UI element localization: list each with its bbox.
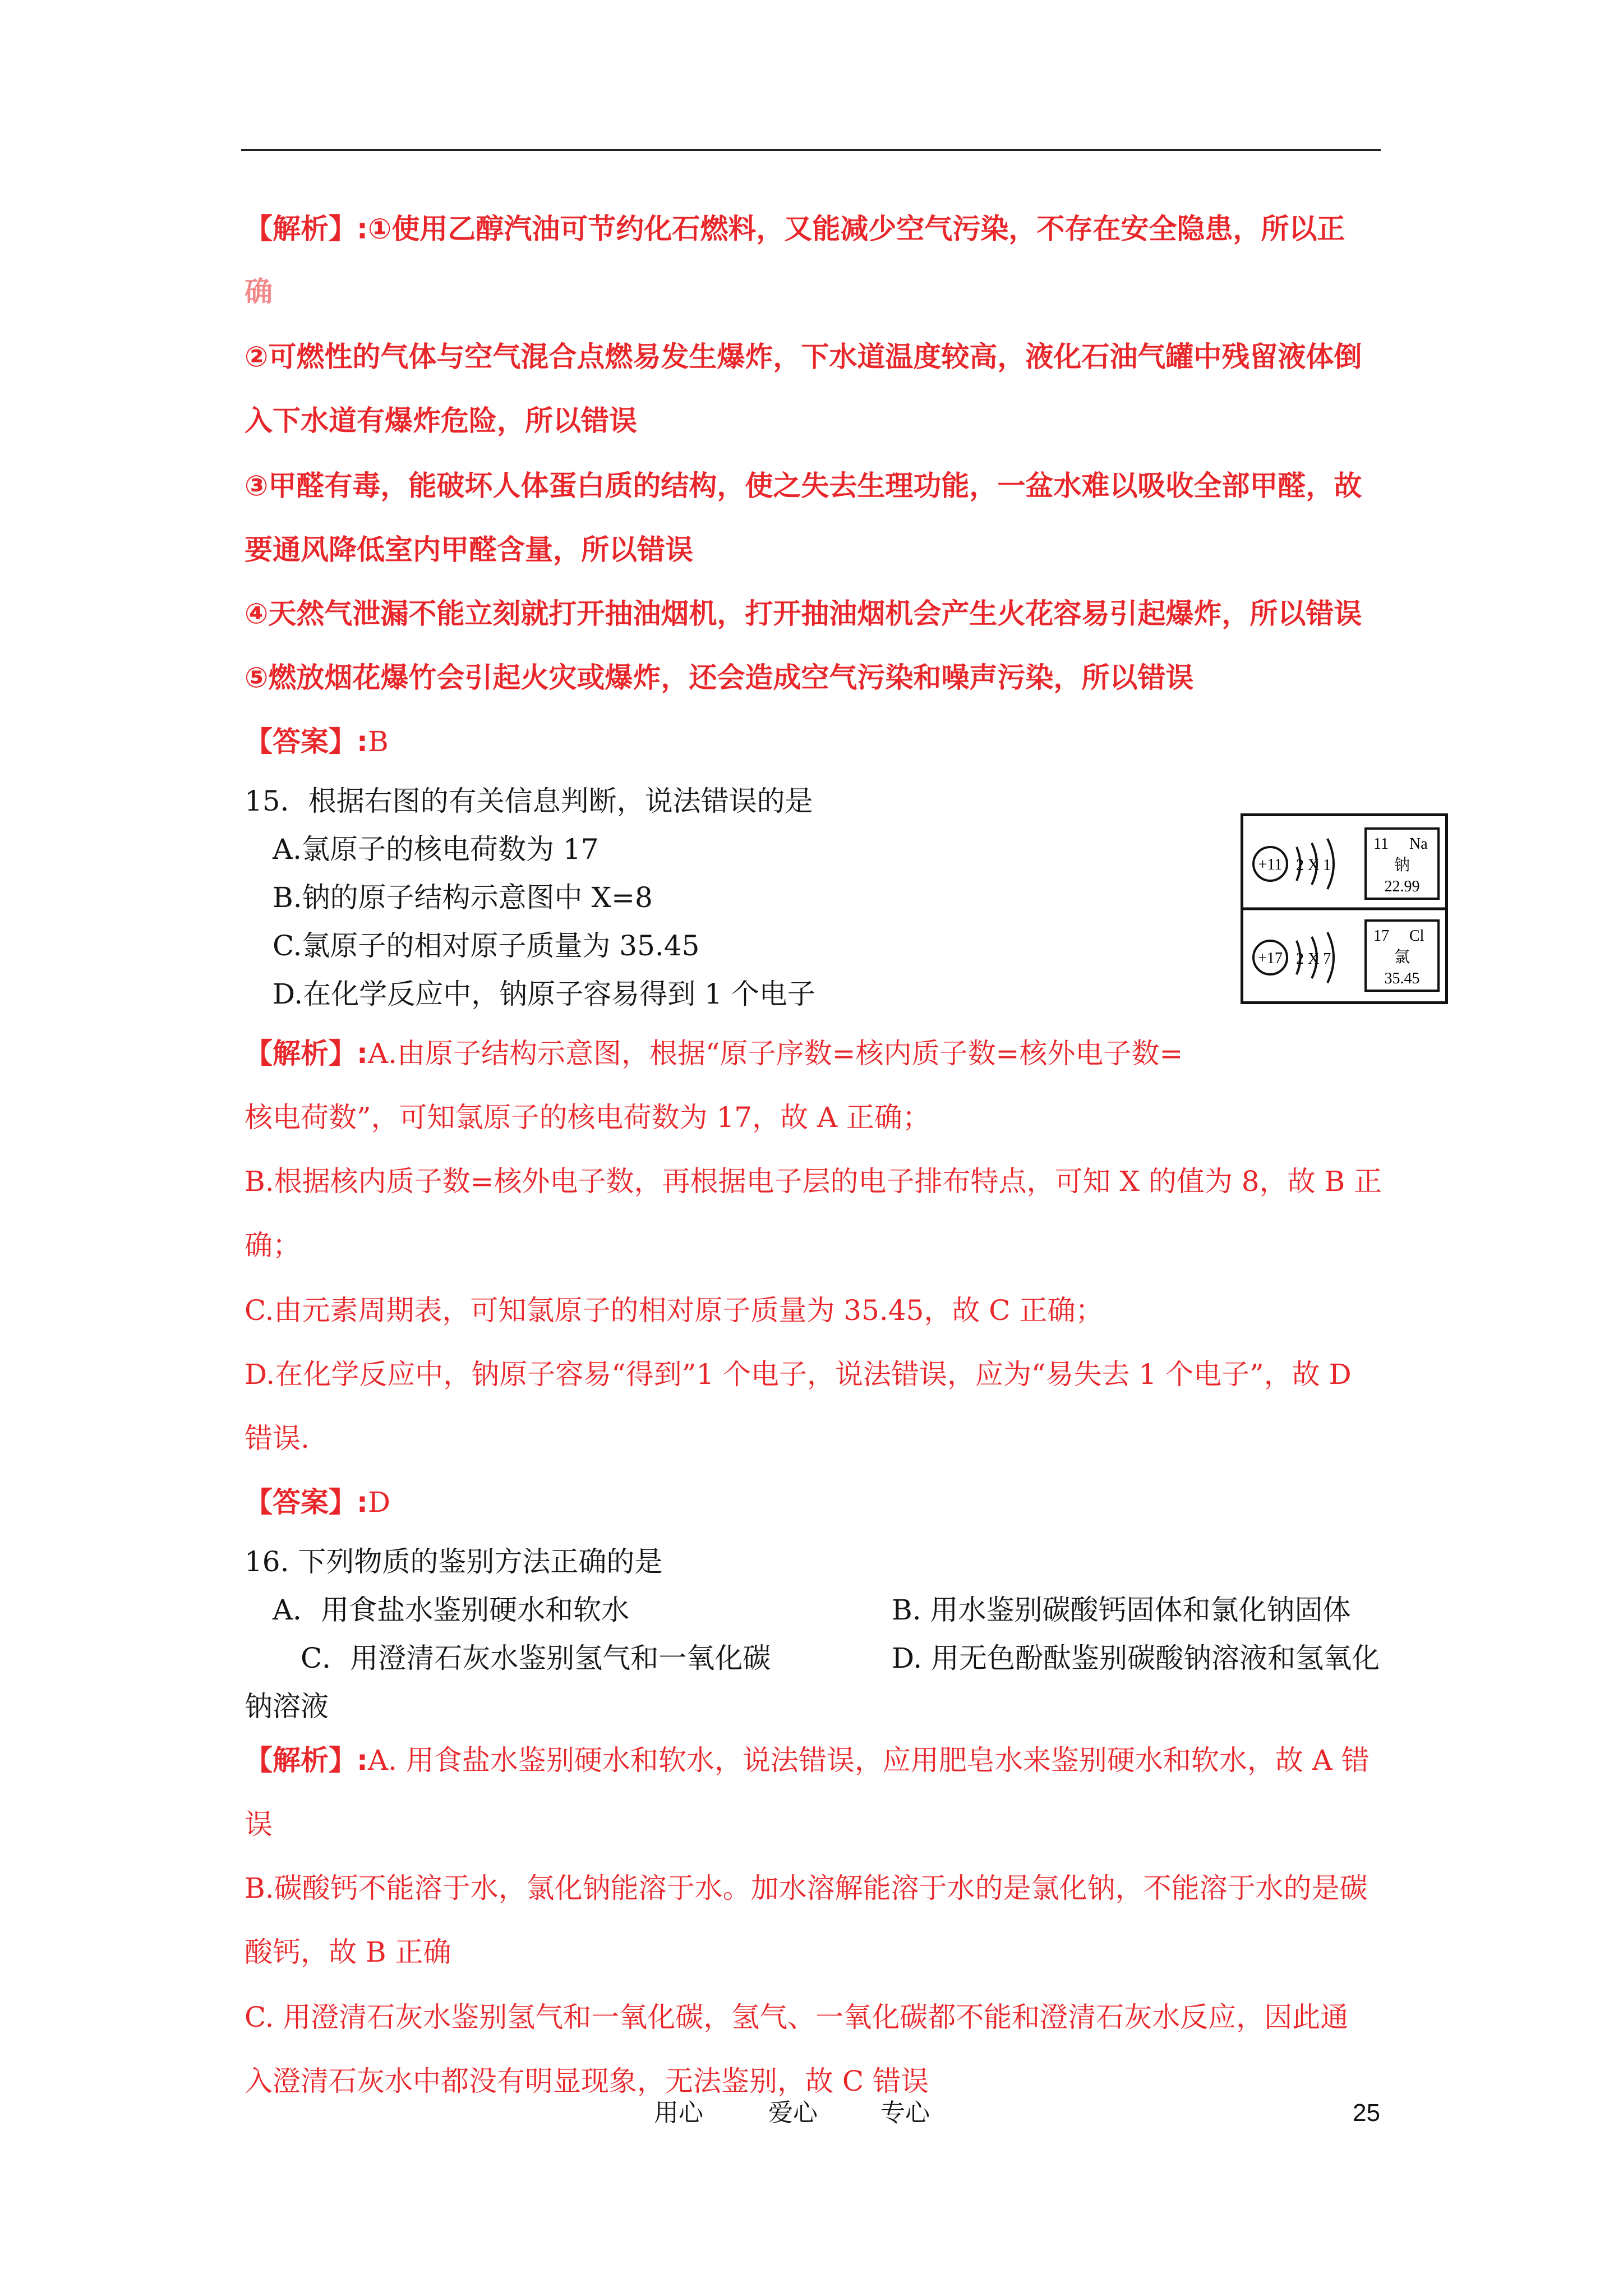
q15-analysis-5: C.由元素周期表，可知氯原子的相对原子质量为 35.45，故 C 正确； [245,1294,1104,1327]
q15-option-b: B.钠的原子结构示意图中 X=8 [273,881,653,914]
q16-analysis-3: B.碳酸钙不能溶于水，氯化钠能溶于水。加水溶解能溶于水的是氯化钠，不能溶于水的是碳 [245,1872,1368,1904]
cl-name: 氯 [1394,947,1410,966]
cl-symbol: Cl [1409,927,1424,945]
analysis-line-7: ④天然气泄漏不能立刻就打开抽油烟机，打开抽油烟机会产生火花容易引起爆炸，所以错误 [245,597,1362,630]
atom-diagram-svg [1243,816,1445,1001]
q16-option-d: D. 用无色酚酞鉴别碳酸钠溶液和氢氧化 [892,1642,1380,1674]
q15-answer: 【答案】:D [245,1486,391,1519]
q15-analysis-1: 【解析】:A.由原子结构示意图，根据“原子序数=核内质子数=核外电子数= [245,1037,1183,1070]
na-mass: 22.99 [1384,878,1420,895]
analysis-line-2: 确 [245,275,273,308]
q16-stem: 16. 下列物质的鉴别方法正确的是 [245,1545,663,1578]
na-atomic-number: 11 [1373,835,1389,853]
cl-mass: 35.45 [1384,970,1420,987]
analysis-line-4: 入下水道有爆炸危险，所以错误 [245,404,637,437]
q15-analysis-3: B.根据核内质子数=核外电子数，再根据电子层的电子排布特点，可知 X 的值为 8，故 B 正 [245,1165,1382,1198]
na-symbol: Na [1409,835,1428,853]
q16-analysis-2: 误 [245,1808,273,1841]
q16-analysis-6: 入澄清石灰水中都没有明显现象，无法鉴别，故 C 错误 [245,2065,929,2097]
cl-atomic-number: 17 [1373,927,1389,945]
cl-shell-electrons: 2 X 7 [1296,950,1331,968]
footer-text-3: 专心 [880,2099,930,2127]
answer-line-prev: 【答案】:B [245,725,389,758]
analysis-line-6: 要通风降低室内甲醛含量，所以错误 [245,533,693,566]
q15-option-a: A.氯原子的核电荷数为 17 [273,833,599,866]
q16-option-b: B. 用水鉴别碳酸钙固体和氯化钠固体 [892,1594,1351,1626]
analysis-line-8: ⑤燃放烟花爆竹会引起火灾或爆炸，还会造成空气污染和噪声污染，所以错误 [245,661,1194,694]
q16-analysis-4: 酸钙，故 B 正确 [245,1936,451,1968]
q15-analysis-4: 确； [245,1229,301,1262]
q15-analysis-7: 错误. [245,1422,310,1455]
q15-analysis-6: D.在化学反应中，钠原子容易“得到”1 个电子，说法错误，应为“易失去 1 个电子”，故 D [245,1358,1352,1391]
analysis-line-3: ②可燃性的气体与空气混合点燃易发生爆炸，下水道温度较高，液化石油气罐中残留液体倒 [245,341,1362,373]
na-shell-electrons: 2 X 1 [1296,857,1331,874]
q16-option-a: A．用食盐水鉴别硬水和软水 [273,1594,630,1626]
q16-option-d-cont: 钠溶液 [245,1690,329,1723]
na-name: 钠 [1394,855,1410,874]
cl-nucleus-label: +17 [1258,950,1283,967]
header-rule [241,149,1381,151]
na-nucleus-label: +11 [1258,856,1283,873]
q16-analysis-5: C. 用澄清石灰水鉴别氢气和一氧化碳，氢气、一氧化碳都不能和澄清石灰水反应，因此通 [245,2001,1349,2033]
analysis-line-1: 【解析】:①使用乙醇汽油可节约化石燃料，又能减少空气污染，不存在安全隐患，所以正 [245,213,1345,245]
footer-text-2: 爱心 [768,2099,818,2127]
q15-stem: 15．根据右图的有关信息判断，说法错误的是 [245,785,813,817]
q15-analysis-2: 核电荷数”，可知氯原子的核电荷数为 17，故 A 正确； [245,1101,930,1134]
analysis-line-5: ③甲醛有毒，能破坏人体蛋白质的结构，使之失去生理功能，一盆水难以吸收全部甲醛，故 [245,470,1362,502]
q16-analysis-1: 【解析】:A. 用食盐水鉴别硬水和软水，说法错误，应用肥皂水来鉴别硬水和软水，故 A 错 [245,1744,1370,1777]
q16-option-c: C．用澄清石灰水鉴别氢气和一氧化碳 [301,1642,771,1674]
q15-option-c: C.氯原子的相对原子质量为 35.45 [273,930,700,962]
atom-structure-figure [1241,813,1448,1004]
page-number: 25 [1353,2099,1380,2127]
q15-option-d: D.在化学反应中，钠原子容易得到 1 个电子 [273,978,815,1010]
footer-text-1: 用心 [654,2099,703,2127]
